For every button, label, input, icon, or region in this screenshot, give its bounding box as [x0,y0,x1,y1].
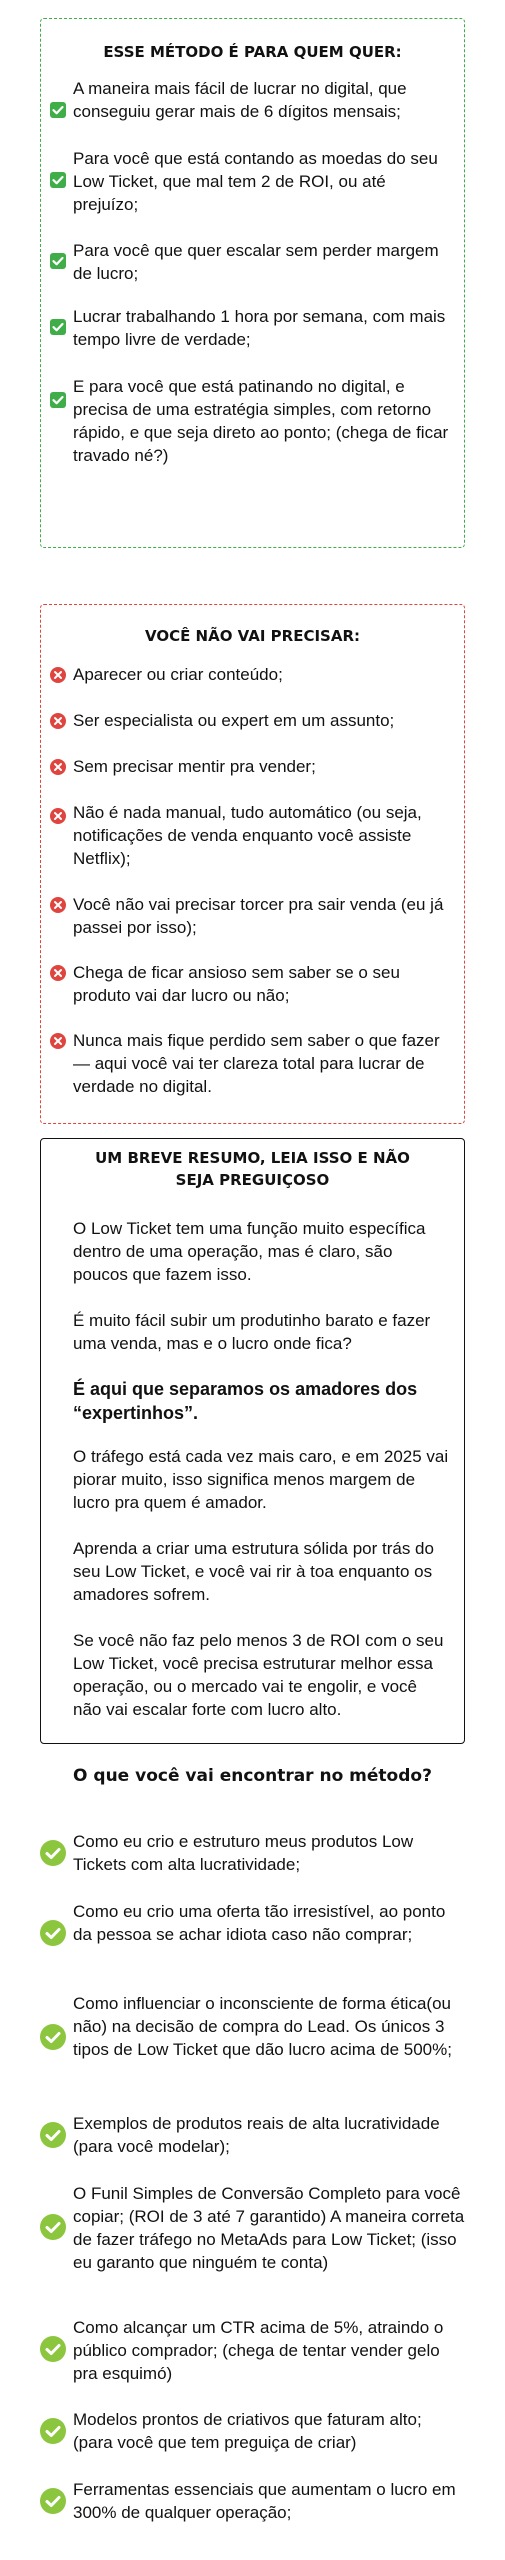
summary-box [40,1138,465,1744]
feature-item-text: O Funil Simples de Conversão Completo para você copiar; (ROI de 3 até 7 garantido) A maneira correta de fazer tráfego no MetaAds para Low Ticket; (isso eu garanto que ninguém te conta) [73,2184,465,2272]
feature-item-text: Ferramentas essenciais que aumentam o lucro em 300% de qualquer operação; [73,2480,456,2522]
check-square-icon [50,102,66,118]
method-for-item-text: Para você que está contando as moedas do seu Low Ticket, que mal tem 2 de ROI, ou até prejuízo; [73,149,438,214]
check-circle-icon [40,1840,66,1866]
summary-paragraph: Se você não faz pelo menos 3 de ROI com o seu Low Ticket, você precisa estruturar melhor essa operação, ou o mercado vai te engolir, e você não vai escalar forte com lucro alto. [73,1631,444,1719]
summary-paragraph: É muito fácil subir um produtinho barato e fazer uma venda, mas e o lucro onde fica? [73,1311,431,1353]
not-needed-item-text: Sem precisar mentir pra vender; [73,757,316,776]
x-circle-icon [50,808,66,824]
feature-item-text: Exemplos de produtos reais de alta lucratividade (para você modelar); [73,2114,440,2156]
summary-paragraph: Aprenda a criar uma estrutura sólida por trás do seu Low Ticket, e você vai rir à toa enquanto os amadores sofrem. [73,1539,434,1604]
check-square-icon [50,319,66,335]
not-needed-item-text: Não é nada manual, tudo automático (ou seja, notificações de venda enquanto você assiste Netflix); [73,803,422,868]
not-needed-item-text: Aparecer ou criar conteúdo; [73,665,283,684]
not-needed-item-text: Nunca mais fique perdido sem saber o que fazer — aqui você vai ter clareza total para lucrar de verdade no digital. [73,1031,440,1096]
feature-item-text: Como eu crio uma oferta tão irresistível, ao ponto da pessoa se achar idiota caso não comprar; [73,1902,446,1944]
check-square-icon [50,253,66,269]
check-circle-icon [40,2122,66,2148]
feature-item-text: Como influenciar o inconsciente de forma ética(ou não) na decisão de compra do Lead. Os únicos 3 tipos de Low Ticket que dão lucro acima de 500%; [73,1994,452,2059]
not-needed-item-text: Chega de ficar ansioso sem saber se o seu produto vai dar lucro ou não; [73,963,400,1005]
method-for-title: ESSE MÉTODO É PARA QUEM QUER: [103,43,402,61]
feature-item-text: Modelos prontos de criativos que faturam alto; (para você que tem preguiça de criar) [73,2410,422,2452]
method-for-item-text: Para você que quer escalar sem perder margem de lucro; [73,241,439,283]
check-square-icon [50,392,66,408]
not-needed-box [40,604,465,1124]
summary-paragraph: O tráfego está cada vez mais caro, e em 2025 vai piorar muito, isso significa menos margem de lucro pra quem é amador. [73,1447,449,1512]
summary-highlight: É aqui que separamos os amadores dos “expertinhos”. [73,1379,418,1423]
method-for-item-text: Lucrar trabalhando 1 hora por semana, com mais tempo livre de verdade; [73,307,446,349]
feature-item-text: Como eu crio e estruturo meus produtos Low Tickets com alta lucratividade; [73,1832,414,1874]
summary-paragraph: O Low Ticket tem uma função muito específica dentro de uma operação, mas é claro, são poucos que fazem isso. [73,1219,426,1284]
x-circle-icon [50,759,66,775]
x-circle-icon [50,897,66,913]
check-circle-icon [40,2024,66,2050]
check-circle-icon [40,2336,66,2362]
feature-item-text: Como alcançar um CTR acima de 5%, atraindo o público comprador; (chega de tentar vender gelo pra esquimó) [73,2318,444,2383]
not-needed-item-text: Ser especialista ou expert em um assunto; [73,711,395,730]
x-circle-icon [50,1033,66,1049]
method-for-item-text: A maneira mais fácil de lucrar no digital, que conseguiu gerar mais de 6 dígitos mensais; [73,79,407,121]
check-square-icon [50,172,66,188]
summary-title: UM BREVE RESUMO, LEIA ISSO E NÃO [95,1149,410,1167]
summary-title-line2: SEJA PREGUIÇOSO [175,1171,330,1189]
not-needed-title: VOCÊ NÃO VAI PRECISAR: [144,627,361,645]
features-title: O que você vai encontrar no método? [73,1766,432,1786]
check-circle-icon [40,1920,66,1946]
x-circle-icon [50,965,66,981]
x-circle-icon [50,667,66,683]
x-circle-icon [50,713,66,729]
not-needed-item-text: Você não vai precisar torcer pra sair venda (eu já passei por isso); [73,895,444,937]
method-for-box [40,18,465,548]
check-circle-icon [40,2488,66,2514]
check-circle-icon [40,2214,66,2240]
method-for-item-text: E para você que está patinando no digital, e precisa de uma estratégia simples, com retorno rápido, e que seja direto ao ponto; (chega de ficar travado né?) [73,377,449,465]
check-circle-icon [40,2418,66,2444]
